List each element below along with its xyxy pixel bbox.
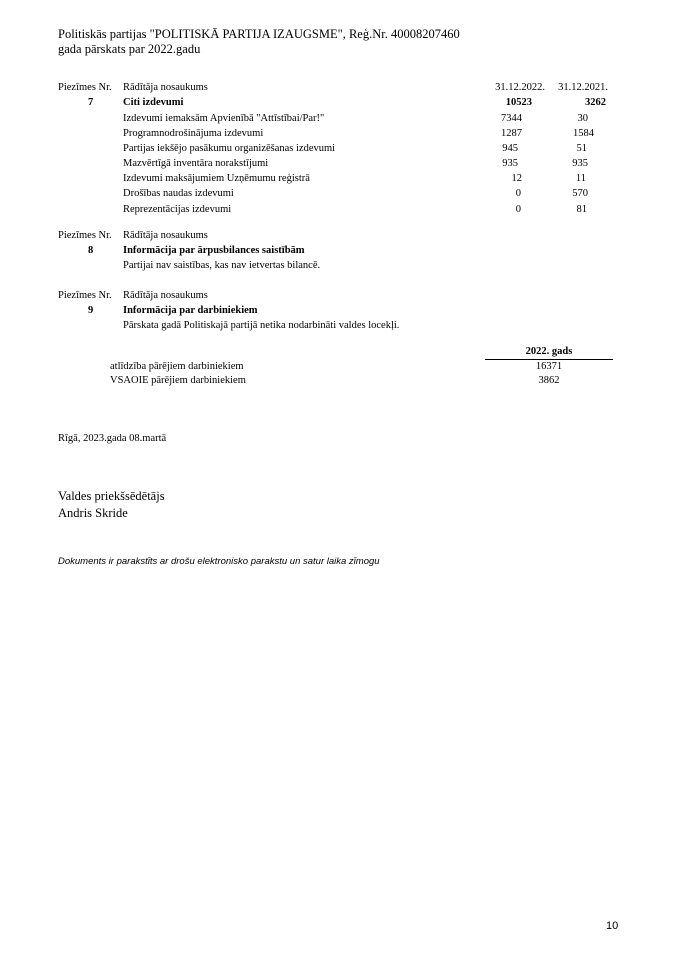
expense-value-2021: 51 bbox=[576, 143, 587, 154]
place-and-date: Rīgā, 2023.gada 08.martā bbox=[58, 433, 167, 444]
employee-table-header: 2022. gads bbox=[525, 346, 573, 357]
page-number: 10 bbox=[606, 920, 619, 932]
expense-value-2022: 945 bbox=[502, 143, 518, 154]
note-title: Informācija par darbiniekiem bbox=[123, 305, 258, 316]
column-header-indicator-name: Rādītāja nosaukums bbox=[123, 230, 208, 241]
employee-row-value: 3862 bbox=[538, 375, 560, 386]
expense-label: Izdevumi iemaksām Apvienībā "Attīstībai/Par!" bbox=[123, 113, 325, 124]
employee-row-label: atlīdzība pārējiem darbiniekiem bbox=[110, 361, 244, 372]
expense-label: Programnodrošinājuma izdevumi bbox=[123, 128, 264, 139]
note-text: Pārskata gadā Politiskajā partijā netika nodarbināti valdes locekļi. bbox=[123, 320, 400, 331]
note-title: Citi izdevumi bbox=[123, 97, 184, 108]
employee-row-value: 16371 bbox=[535, 361, 563, 372]
expense-label: Partijas iekšējo pasākumu organizēšanas izdevumi bbox=[123, 143, 336, 154]
column-header-indicator-name: Rādītāja nosaukums bbox=[123, 82, 208, 93]
expense-value-2021: 570 bbox=[572, 188, 588, 199]
expense-value-2022: 1287 bbox=[501, 128, 522, 139]
employee-row-label: VSAOIE pārējiem darbiniekiem bbox=[110, 375, 246, 386]
expense-value-2022: 935 bbox=[502, 158, 518, 169]
note-number: 7 bbox=[88, 97, 94, 108]
signatory-name: Andris Skride bbox=[58, 506, 128, 520]
expense-value-2021: 935 bbox=[572, 158, 588, 169]
expense-label: Reprezentācijas izdevumi bbox=[123, 204, 232, 215]
expense-value-2021: 81 bbox=[576, 204, 587, 215]
column-header-note-number: Piezīmes Nr. bbox=[58, 82, 112, 93]
note-title: Informācija par ārpusbilances saistībām bbox=[123, 245, 305, 256]
note-number: 9 bbox=[88, 305, 94, 316]
column-header-2021: 31.12.2021. bbox=[558, 82, 608, 93]
expense-label: Drošības naudas izdevumi bbox=[123, 188, 234, 199]
column-header-2022: 31.12.2022. bbox=[495, 82, 545, 93]
report-header-line1: Politiskās partijas "POLITISKĀ PARTIJA IZAUGSME", Reģ.Nr. 40008207460 bbox=[58, 27, 460, 41]
note-number: 8 bbox=[88, 245, 94, 256]
total-2021: 3262 bbox=[585, 97, 606, 108]
signatory-position: Valdes priekšsēdētājs bbox=[58, 489, 165, 503]
column-header-note-number: Piezīmes Nr. bbox=[58, 230, 112, 241]
column-header-indicator-name: Rādītāja nosaukums bbox=[123, 290, 208, 301]
total-2022: 10523 bbox=[505, 97, 532, 108]
expense-value-2022: 7344 bbox=[501, 113, 522, 124]
expense-value-2021: 30 bbox=[577, 113, 588, 124]
note-text: Partijai nav saistības, kas nav ietvertas bilancē. bbox=[123, 260, 321, 271]
report-header-line2: gada pārskats par 2022.gadu bbox=[58, 42, 201, 56]
expense-value-2022: 0 bbox=[515, 204, 521, 215]
expense-value-2021: 11 bbox=[575, 173, 586, 184]
expense-label: Mazvērtīgā inventāra norakstījumi bbox=[123, 158, 269, 169]
electronic-signature-note: Dokuments ir parakstīts ar drošu elektronisko parakstu un satur laika zīmogu bbox=[58, 556, 380, 567]
employee-table-header-rule bbox=[485, 359, 613, 360]
expense-label: Izdevumi maksājumiem Uzņēmumu reģistrā bbox=[123, 173, 310, 184]
column-header-note-number: Piezīmes Nr. bbox=[58, 290, 112, 301]
expense-value-2022: 0 bbox=[515, 188, 521, 199]
expense-value-2022: 12 bbox=[511, 173, 522, 184]
expense-value-2021: 1584 bbox=[573, 128, 594, 139]
